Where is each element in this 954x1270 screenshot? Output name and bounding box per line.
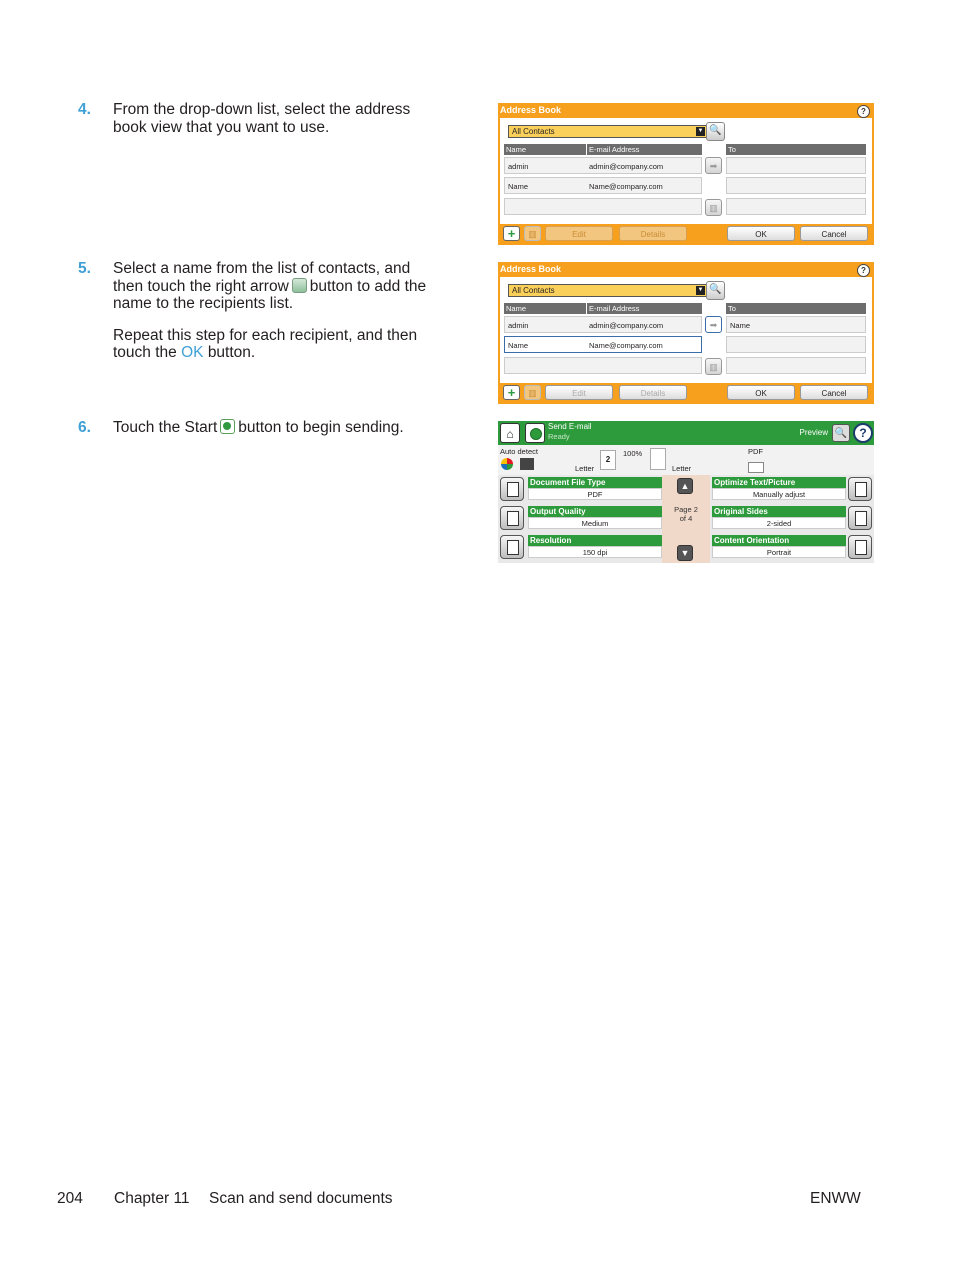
delete-contact-button[interactable] bbox=[524, 226, 541, 241]
envelope-icon bbox=[748, 462, 764, 473]
address-book-view-dropdown[interactable]: All Contacts ▼ bbox=[508, 284, 707, 297]
home-icon: ⌂ bbox=[506, 427, 514, 441]
setting-document-file-type[interactable]: Document File Type PDF bbox=[500, 476, 662, 502]
right-arrow-icon bbox=[292, 278, 307, 293]
column-header-email: E-mail Address bbox=[587, 144, 702, 155]
remove-recipient-button[interactable] bbox=[705, 358, 722, 375]
right-arrow-button[interactable] bbox=[705, 157, 722, 174]
contact-row[interactable]: admin admin@company.com bbox=[504, 157, 702, 174]
step-text: From the drop-down list, select the address book view that you want to use. bbox=[113, 101, 411, 136]
optimize-icon bbox=[848, 477, 872, 501]
chevron-down-icon: ▼ bbox=[680, 548, 690, 558]
start-button[interactable] bbox=[525, 423, 545, 443]
page-number: 204 bbox=[57, 1190, 83, 1207]
setting-content-orientation[interactable]: Content Orientation Portrait bbox=[712, 534, 874, 560]
trash-icon: ▥ bbox=[528, 388, 537, 398]
address-book-view-dropdown[interactable]: All Contacts ▼ bbox=[508, 125, 707, 138]
details-button[interactable]: Details bbox=[619, 385, 687, 400]
step-number: 6. bbox=[78, 419, 91, 436]
page-indicator: Page 2 of 4 bbox=[674, 505, 698, 523]
help-button[interactable]: ? bbox=[853, 423, 873, 443]
plus-icon: + bbox=[507, 385, 516, 400]
contact-row[interactable]: Name Name@company.com bbox=[504, 177, 702, 194]
add-contact-button[interactable] bbox=[503, 385, 520, 400]
search-icon: 🔍 bbox=[709, 284, 722, 295]
output-page-icon bbox=[650, 448, 666, 470]
right-arrow-icon: ➡ bbox=[709, 320, 718, 330]
recipient-row[interactable] bbox=[726, 198, 866, 215]
setting-resolution[interactable]: Resolution 150 dpi bbox=[500, 534, 662, 560]
chapter-title: Scan and send documents bbox=[209, 1190, 393, 1207]
trash-icon: ▥ bbox=[528, 229, 537, 239]
right-arrow-icon: ➡ bbox=[709, 161, 718, 171]
auto-detect-label: Auto detect bbox=[500, 447, 538, 456]
setting-original-sides[interactable]: Original Sides 2-sided bbox=[712, 505, 874, 531]
chevron-down-icon: ▼ bbox=[697, 287, 704, 293]
orientation-icon bbox=[848, 535, 872, 559]
recipient-row[interactable] bbox=[726, 177, 866, 194]
step-number: 5. bbox=[78, 260, 91, 277]
address-book-screen-2 bbox=[498, 262, 874, 404]
column-header-name: Name bbox=[504, 144, 586, 155]
scroll-up-button[interactable] bbox=[677, 478, 693, 494]
setting-optimize-text-picture[interactable]: Optimize Text/Picture Manually adjust bbox=[712, 476, 874, 502]
setting-output-quality[interactable]: Output Quality Medium bbox=[500, 505, 662, 531]
screen-title: Address Book bbox=[500, 105, 562, 115]
column-header-to: To bbox=[726, 144, 866, 155]
remove-recipient-button[interactable] bbox=[705, 199, 722, 216]
contact-row-selected[interactable]: Name Name@company.com bbox=[504, 336, 702, 353]
help-icon[interactable]: ? bbox=[857, 264, 870, 277]
ok-button[interactable]: OK bbox=[727, 385, 795, 400]
quality-icon bbox=[500, 506, 524, 530]
screen-title: Send E-mail bbox=[548, 422, 592, 431]
column-header-name: Name bbox=[504, 303, 586, 314]
job-info-area bbox=[498, 445, 874, 475]
recipient-row[interactable] bbox=[726, 157, 866, 174]
cancel-button[interactable]: Cancel bbox=[800, 385, 868, 400]
recipient-row[interactable] bbox=[726, 336, 866, 353]
contact-row-empty bbox=[504, 198, 702, 215]
document-icon bbox=[520, 458, 534, 470]
file-type-icon bbox=[500, 477, 524, 501]
top-bar bbox=[498, 421, 874, 445]
scroll-down-button[interactable] bbox=[677, 545, 693, 561]
format-label: PDF bbox=[748, 447, 763, 456]
ok-button[interactable]: OK bbox=[727, 226, 795, 241]
zoom-label: 100% bbox=[623, 449, 643, 458]
chevron-down-icon: ▼ bbox=[697, 128, 704, 134]
screen-title: Address Book bbox=[500, 264, 562, 274]
search-icon: 🔍 bbox=[709, 125, 722, 136]
resolution-icon bbox=[500, 535, 524, 559]
right-arrow-button[interactable] bbox=[705, 316, 722, 333]
recipient-row[interactable] bbox=[726, 357, 866, 374]
chapter-label: Chapter 11 bbox=[114, 1190, 190, 1207]
column-header-email: E-mail Address bbox=[587, 303, 702, 314]
color-icon bbox=[501, 458, 513, 470]
page-scroll-column bbox=[662, 475, 710, 563]
contact-row[interactable]: admin admin@company.com bbox=[504, 316, 702, 333]
home-button[interactable] bbox=[500, 423, 520, 443]
address-book-screen-1 bbox=[498, 103, 874, 245]
edit-button[interactable]: Edit bbox=[545, 226, 613, 241]
chevron-up-icon: ▲ bbox=[680, 481, 690, 491]
start-icon bbox=[220, 419, 235, 434]
trash-icon: ▥ bbox=[709, 362, 718, 372]
recipient-row[interactable]: Name bbox=[726, 316, 866, 333]
details-button[interactable]: Details bbox=[619, 226, 687, 241]
doc-code: ENWW bbox=[810, 1190, 861, 1207]
search-button[interactable] bbox=[706, 122, 725, 141]
step-number: 4. bbox=[78, 101, 91, 118]
paper-out-label: Letter bbox=[672, 464, 692, 473]
sides-icon bbox=[848, 506, 872, 530]
preview-button[interactable] bbox=[832, 424, 850, 442]
search-icon: 🔍 bbox=[834, 428, 848, 439]
step-text: Touch the Start button to begin sending. bbox=[113, 419, 404, 436]
delete-contact-button[interactable] bbox=[524, 385, 541, 400]
plus-icon: + bbox=[507, 226, 516, 241]
page-count-box: 2 bbox=[600, 450, 616, 470]
preview-label: Preview bbox=[799, 428, 828, 437]
step-text: Select a name from the list of contacts, and then touch the right arrow button to add the name to the recipients list. Repeat this step for each recipient, and then touch the OK button. bbox=[113, 260, 427, 361]
contact-row-empty bbox=[504, 357, 702, 374]
add-contact-button[interactable] bbox=[503, 226, 520, 241]
send-email-screen bbox=[498, 421, 874, 563]
trash-icon: ▥ bbox=[709, 203, 718, 213]
cancel-button[interactable]: Cancel bbox=[800, 226, 868, 241]
paper-in-label: Letter bbox=[575, 464, 595, 473]
edit-button[interactable]: Edit bbox=[545, 385, 613, 400]
help-icon[interactable]: ? bbox=[857, 105, 870, 118]
status-text: Ready bbox=[548, 432, 570, 441]
search-button[interactable] bbox=[706, 281, 725, 300]
ok-reference: OK bbox=[181, 344, 204, 361]
column-header-to: To bbox=[726, 303, 866, 314]
address-book-body bbox=[500, 277, 872, 383]
address-book-body bbox=[500, 118, 872, 224]
